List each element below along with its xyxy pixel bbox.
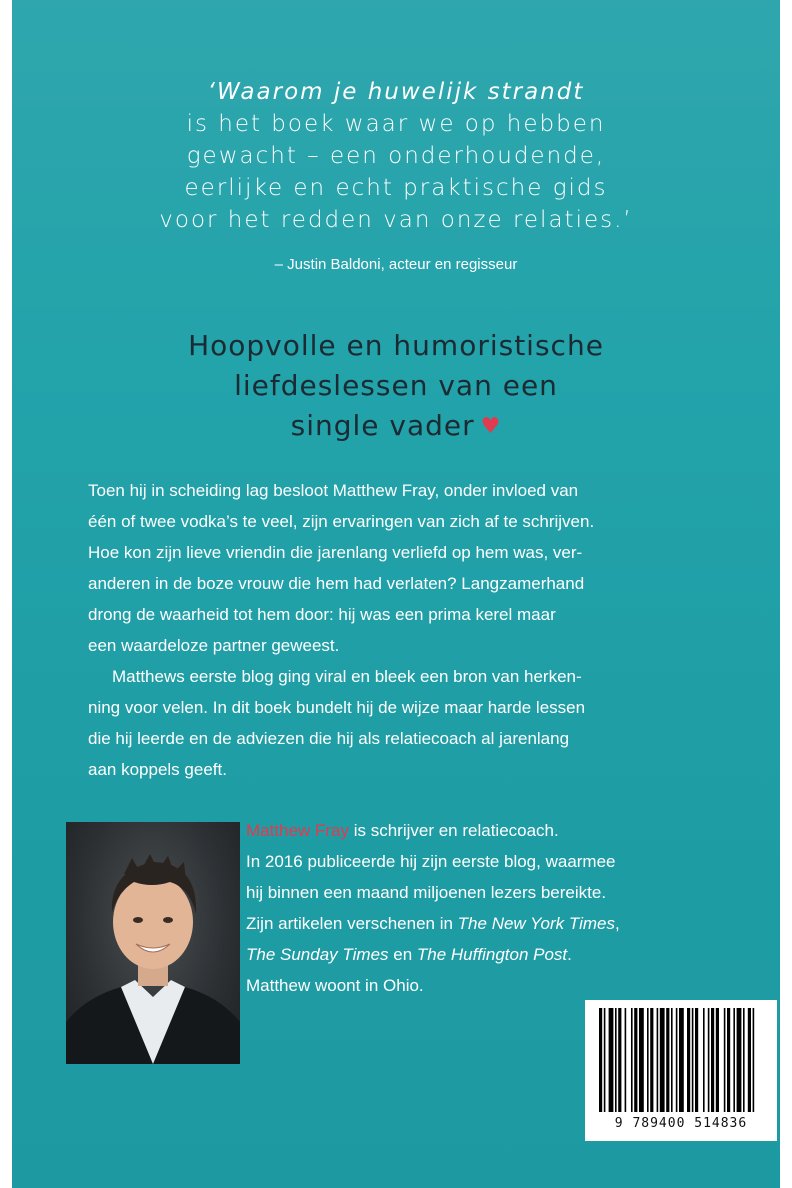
bio-line-3: hij binnen een maand miljoenen lezers bereikte. [246, 883, 607, 902]
bio-line-4: Zijn artikelen verschenen in The New York Times, [246, 914, 620, 933]
barcode-bar [650, 1008, 653, 1112]
quote-line-1: ‘Waarom je huwelijk strandt [207, 79, 585, 105]
blurb-line: Toen hij in scheiding lag besloot Matthew Fray, onder invloed van [88, 481, 579, 500]
barcode-bar [743, 1008, 745, 1112]
quote-attribution: – Justin Baldoni, acteur en regisseur [274, 256, 518, 273]
blurb-line: aan koppels geeft. [88, 760, 227, 779]
headline-line-3: single vader ♥ [12, 406, 780, 447]
barcode-bar [631, 1008, 633, 1112]
barcode-bar [625, 1008, 627, 1112]
blurb-line: Matthews eerste blog ging viral en bleek een bron van herken- [112, 667, 582, 686]
headline [12, 326, 780, 447]
isbn-digits: 9 789400 514836 [614, 1116, 748, 1131]
author-portrait-illustration [66, 822, 240, 1064]
barcode-bar [671, 1008, 673, 1112]
barcode-bar [660, 1008, 665, 1112]
barcode-bar [711, 1008, 714, 1112]
blurb-line: Hoe kon zijn lieve vriendin die jarenlang verliefd op hem was, ver- [88, 543, 583, 562]
barcode-bar [599, 1008, 602, 1112]
barcode-bar [708, 1008, 710, 1112]
headline-line-1: Hoopvolle en humoristische [188, 329, 604, 362]
headline-line-2: liefdeslessen van een [234, 369, 558, 402]
barcode-bar [657, 1008, 659, 1112]
blurb-line: anderen in de boze vrouw die hem had verlaten? Langzamerhand [88, 574, 585, 593]
barcode-bar [618, 1008, 621, 1112]
barcode-bar [737, 1008, 742, 1112]
blurb-text [88, 475, 708, 785]
author-name: Matthew Fray [246, 821, 349, 840]
blurb-line: één of twee vodka’s te veel, zijn ervaringen van zich af te schrijven. [88, 512, 595, 531]
barcode-bar [666, 1008, 669, 1112]
barcode-bar [639, 1008, 644, 1112]
bio-line-5: The Sunday Times en The Huffington Post. [246, 945, 572, 964]
author-photo [66, 822, 240, 1064]
barcode-bar [604, 1008, 606, 1112]
barcode-bar [703, 1008, 705, 1112]
barcode-bar [727, 1008, 730, 1112]
barcode-bar [748, 1008, 751, 1112]
blurb-line: drong de waarheid tot hem door: hij was een prima kerel maar [88, 605, 556, 624]
isbn-barcode [585, 1000, 777, 1141]
barcode-bar [733, 1008, 735, 1112]
quote-line-5: voor het redden van onze relaties.’ [159, 207, 633, 233]
barcode-bar [716, 1008, 719, 1112]
bio-line-6: Matthew woont in Ohio. [246, 976, 424, 995]
barcode-bar [679, 1008, 684, 1112]
barcode-bar [724, 1008, 726, 1112]
barcode-bar [676, 1008, 678, 1112]
quote-line-3: gewacht – een onderhoudende, [186, 143, 606, 169]
barcode-bar [647, 1008, 649, 1112]
barcode-bar [615, 1008, 617, 1112]
blurb-line: ning voor velen. In dit boek bundelt hij de wijze maar harde lessen [88, 698, 586, 717]
bio-line-2: In 2016 publiceerde hij zijn eerste blog, waarmee [246, 852, 616, 871]
barcode-bar [634, 1008, 637, 1112]
barcode-bar [687, 1008, 690, 1112]
review-quote [12, 76, 780, 236]
book-back-cover [12, 0, 780, 1188]
heart-icon: ♥ [480, 414, 502, 439]
barcode-bar [695, 1008, 698, 1112]
barcode-bar [753, 1008, 755, 1112]
author-bio [246, 815, 766, 1001]
quote-line-4: eerlijke en echt praktische gids [184, 175, 608, 201]
blurb-line: een waardeloze partner geweest. [88, 636, 340, 655]
quote-line-2: is het boek waar we op hebben [186, 111, 606, 137]
barcode-bar [692, 1008, 694, 1112]
bio-line-1: Matthew Fray is schrijver en relatiecoach. [246, 821, 559, 840]
blurb-line: die hij leerde en de adviezen die hij als relatiecoach al jarenlang [88, 729, 570, 748]
barcode-bars [585, 1000, 777, 1116]
barcode-bar [609, 1008, 614, 1112]
